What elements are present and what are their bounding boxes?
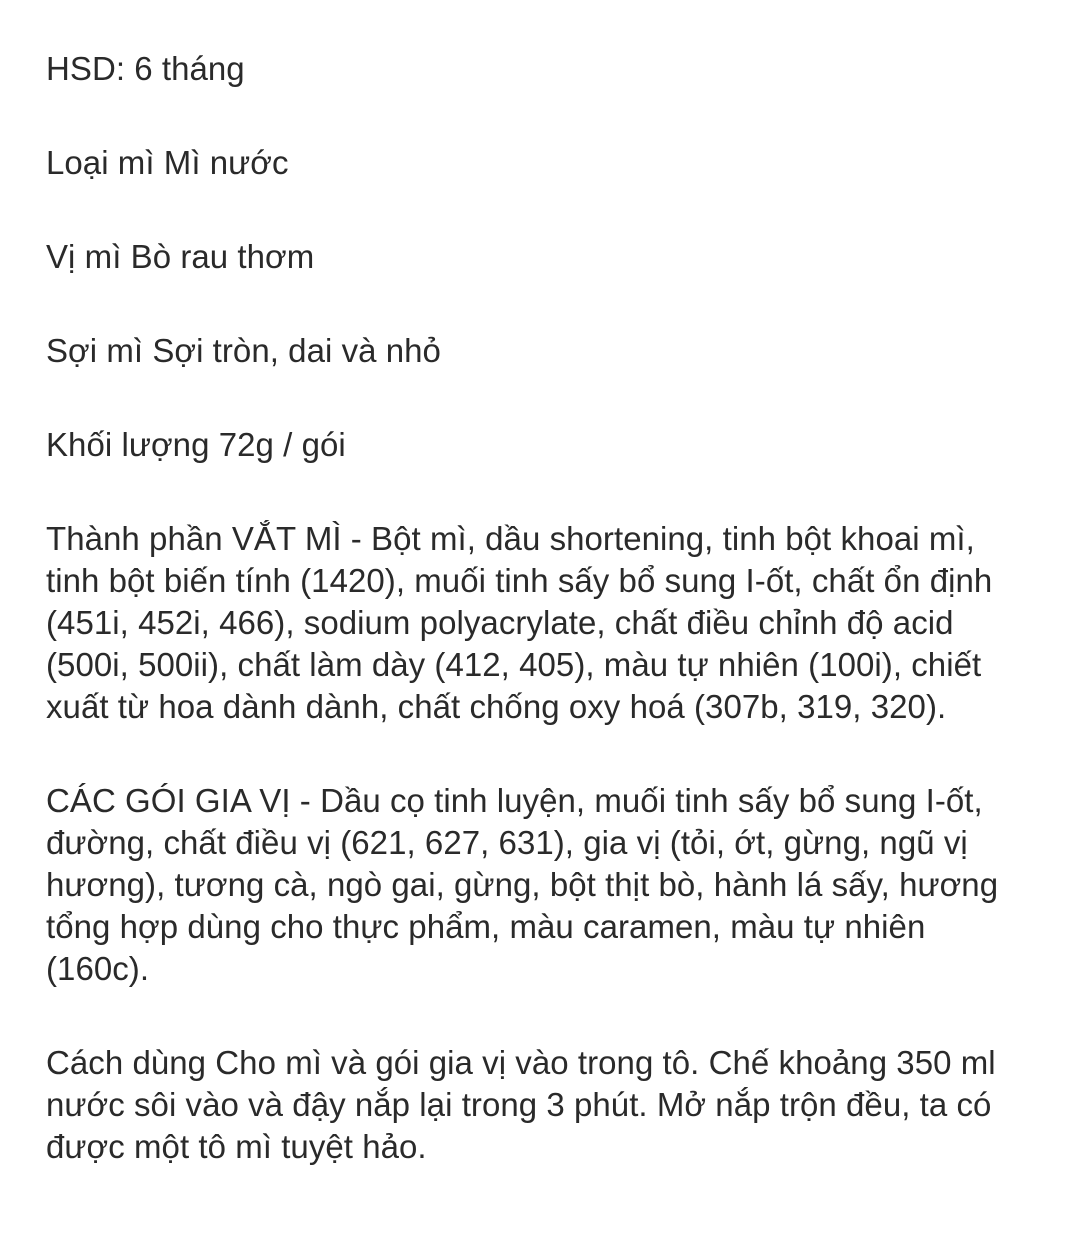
noodle-type-line: Loại mì Mì nước bbox=[46, 144, 289, 181]
noodle-ingredients-paragraph: Thành phần VẮT MÌ - Bột mì, dầu shortening, tinh bột khoai mì, tinh bột biến tính (1420), muối tinh sấy bổ sung I-ốt, chất ổn định (451i, 452i, 466), sodium polyacrylate, chất điều chỉnh độ acid (500i, 500ii), chất làm dày (412, 405), màu tự nhiên (100i), chiết xuất từ hoa dành dành, chất chống oxy hoá (307b, 319, 320). bbox=[46, 520, 993, 725]
usage-paragraph: Cách dùng Cho mì và gói gia vị vào trong tô. Chế khoảng 350 ml nước sôi vào và đậy nắp lại trong 3 phút. Mở nắp trộn đều, ta có được một tô mì tuyệt hảo. bbox=[46, 1044, 996, 1165]
weight-line: Khối lượng 72g / gói bbox=[46, 426, 346, 463]
noodle-strand-line: Sợi mì Sợi tròn, dai và nhỏ bbox=[46, 332, 441, 369]
seasoning-ingredients-paragraph: CÁC GÓI GIA VỊ - Dầu cọ tinh luyện, muối tinh sấy bổ sung I-ốt, đường, chất điều vị (621, 627, 631), gia vị (tỏi, ớt, gừng, ngũ vị hương), tương cà, ngò gai, gừng, bột thịt bò, hành lá sấy, hương tổng hợp dùng cho thực phẩm, màu caramen, màu tự nhiên (160c). bbox=[46, 782, 999, 987]
flavor-line: Vị mì Bò rau thơm bbox=[46, 238, 315, 275]
shelf-life-line: HSD: 6 tháng bbox=[46, 50, 245, 87]
